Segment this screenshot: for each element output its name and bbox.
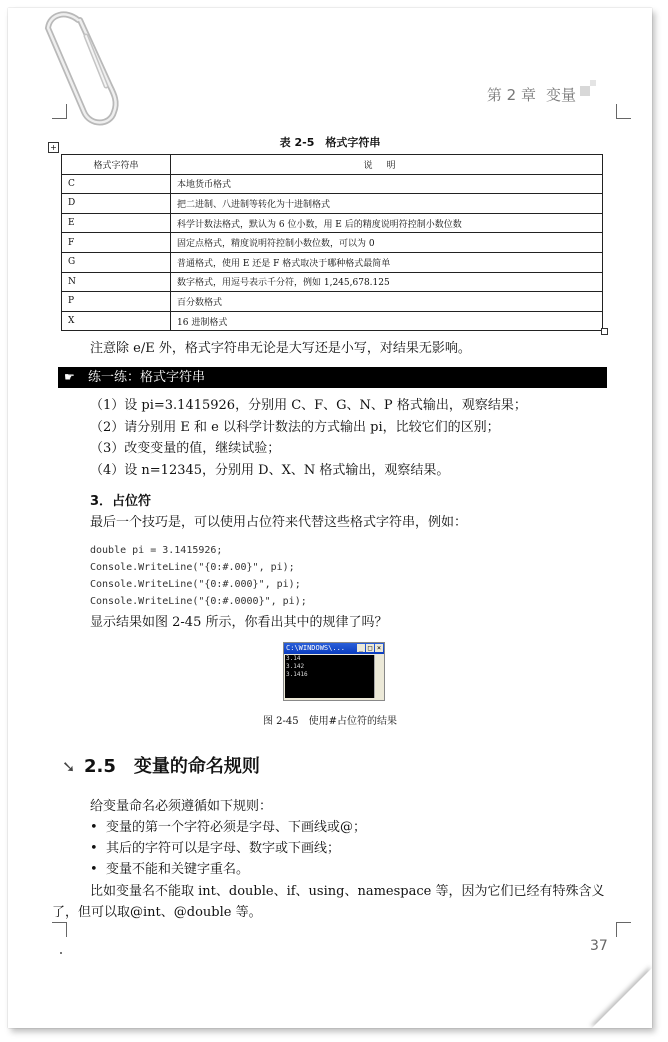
- exercise-item: （1）设 pi=3.1415926，分别用 C、F、G、N、P 格式输出，观察结果；: [90, 398, 527, 413]
- table-cell: F: [62, 233, 171, 253]
- section-intro: 给变量命名必须遵循如下规则：: [90, 799, 273, 814]
- code-line: Console.WriteLine("{0:#.000}", pi);: [90, 579, 301, 590]
- table-cell: P: [62, 292, 171, 312]
- list-item: [90, 839, 340, 859]
- table-row: [62, 272, 603, 292]
- console-output: [285, 655, 375, 698]
- code-line: Console.WriteLine("{0:#.00}", pi);: [90, 562, 295, 573]
- bullet-icon: •: [90, 862, 98, 877]
- console-line: 3.1416: [286, 671, 308, 678]
- table-row: [62, 233, 603, 253]
- exercise-item: （4）设 n=12345，分别用 D、X、N 格式输出，观察结果。: [90, 463, 450, 478]
- section-heading: [62, 752, 260, 778]
- list-item: [90, 860, 249, 880]
- table-cell: 把二进制、八进制等转化为十进制格式: [171, 194, 603, 214]
- table-row: [62, 213, 603, 233]
- chapter-number: 第 2 章: [486, 86, 536, 104]
- table-cell: 百分数格式: [171, 292, 603, 312]
- page-number: 37: [590, 938, 608, 954]
- section-arrow-icon: ➘: [62, 757, 76, 776]
- note-paragraph: 注意除 e/E 外，格式字符串无论是大写还是小写，对结果无影响。: [90, 341, 471, 356]
- chapter-title: 变量: [545, 86, 576, 104]
- header-decoration: [590, 80, 596, 86]
- table-cell: 本地货币格式: [171, 174, 603, 194]
- table-row: [62, 292, 603, 312]
- table-cell: 固定点格式，精度说明符控制小数位数，可以为 0: [171, 233, 603, 253]
- close-icon[interactable]: ×: [376, 644, 382, 652]
- table-row: [62, 174, 603, 194]
- result-paragraph: 显示结果如图 2-45 所示，你看出其中的规律了吗？: [90, 615, 388, 630]
- running-header: [477, 84, 576, 105]
- table-cell: C: [62, 174, 171, 194]
- console-scrollbar[interactable]: [374, 655, 383, 698]
- table-title: 表 2-5 格式字符串: [279, 136, 381, 149]
- page-dot: [60, 952, 62, 954]
- subsection-title: 3．占位符: [90, 494, 152, 509]
- console-line: 3.14: [286, 655, 301, 662]
- code-line: double pi = 3.1415926;: [90, 545, 223, 556]
- crop-mark: [52, 104, 67, 119]
- table-cell: 16 进制格式: [171, 311, 603, 331]
- body-paragraph-line: 比如变量名不能取 int、double、if、using、namespace 等，因为它们已经有特殊含义: [90, 884, 605, 899]
- table-cell: 科学计数法格式，默认为 6 位小数，用 E 后的精度说明符控制小数位数: [171, 213, 603, 233]
- bullet-icon: •: [90, 820, 98, 835]
- list-item-text: 其后的字符可以是字母、数字或下画线；: [106, 841, 341, 856]
- table-cell: 数字格式，用逗号表示千分符，例如 1,245,678.125: [171, 272, 603, 292]
- list-item: [90, 818, 366, 838]
- table-cell: N: [62, 272, 171, 292]
- crop-mark: [616, 922, 631, 937]
- table-header: 说明: [171, 155, 603, 175]
- exercise-title: 练一练：格式字符串: [88, 370, 206, 385]
- console-title: C:\WINDOWS\...: [286, 644, 346, 652]
- bullet-icon: •: [90, 841, 98, 856]
- intro-paragraph: 最后一个技巧是，可以使用占位符来代替这些格式字符串，例如：: [90, 515, 468, 530]
- table-cell: E: [62, 213, 171, 233]
- maximize-icon[interactable]: □: [367, 644, 373, 652]
- table-resize-handle[interactable]: [601, 328, 608, 335]
- list-item-text: 变量不能和关键字重名。: [106, 862, 250, 877]
- paperclip-icon: [26, 8, 126, 133]
- table-row: [62, 194, 603, 214]
- table-row: [62, 252, 603, 272]
- console-line: 3.142: [286, 663, 305, 670]
- crop-mark: [52, 922, 67, 937]
- table-header: 格式字符串: [62, 155, 171, 175]
- exercise-banner: [58, 367, 607, 388]
- console-window: [283, 642, 385, 701]
- table-cell: D: [62, 194, 171, 214]
- table-cell: X: [62, 311, 171, 331]
- page-curl-cover: [592, 968, 652, 1028]
- format-string-table: [61, 154, 603, 331]
- list-item-text: 变量的第一个字符必须是字母、下画线或@；: [106, 820, 367, 835]
- table-row: [62, 311, 603, 331]
- console-title-bar: [284, 643, 384, 654]
- section-title: 变量的命名规则: [133, 756, 260, 777]
- section-number: 2.5: [84, 756, 116, 777]
- figure-caption: 图 2-45 使用#占位符的结果: [262, 716, 398, 727]
- table-cell: 普通格式，使用 E 还是 F 格式取决于哪种格式最简单: [171, 252, 603, 272]
- crop-mark: [616, 104, 631, 119]
- table-cell: G: [62, 252, 171, 272]
- exercise-item: （3）改变变量的值，继续试验；: [90, 441, 281, 456]
- code-block: [90, 542, 307, 610]
- exercise-item: （2）请分别用 E 和 e 以科学计数法的方式输出 pi，比较它们的区别；: [90, 420, 500, 435]
- minimize-icon[interactable]: _: [358, 644, 364, 652]
- header-decoration: [580, 86, 590, 96]
- body-paragraph-line: 了，但可以取@int、@double 等。: [52, 905, 262, 920]
- code-line: Console.WriteLine("{0:#.0000}", pi);: [90, 596, 307, 607]
- pointing-hand-icon: ☛: [64, 370, 75, 384]
- document-page: [8, 8, 652, 1028]
- table-move-handle-icon[interactable]: +: [48, 142, 59, 153]
